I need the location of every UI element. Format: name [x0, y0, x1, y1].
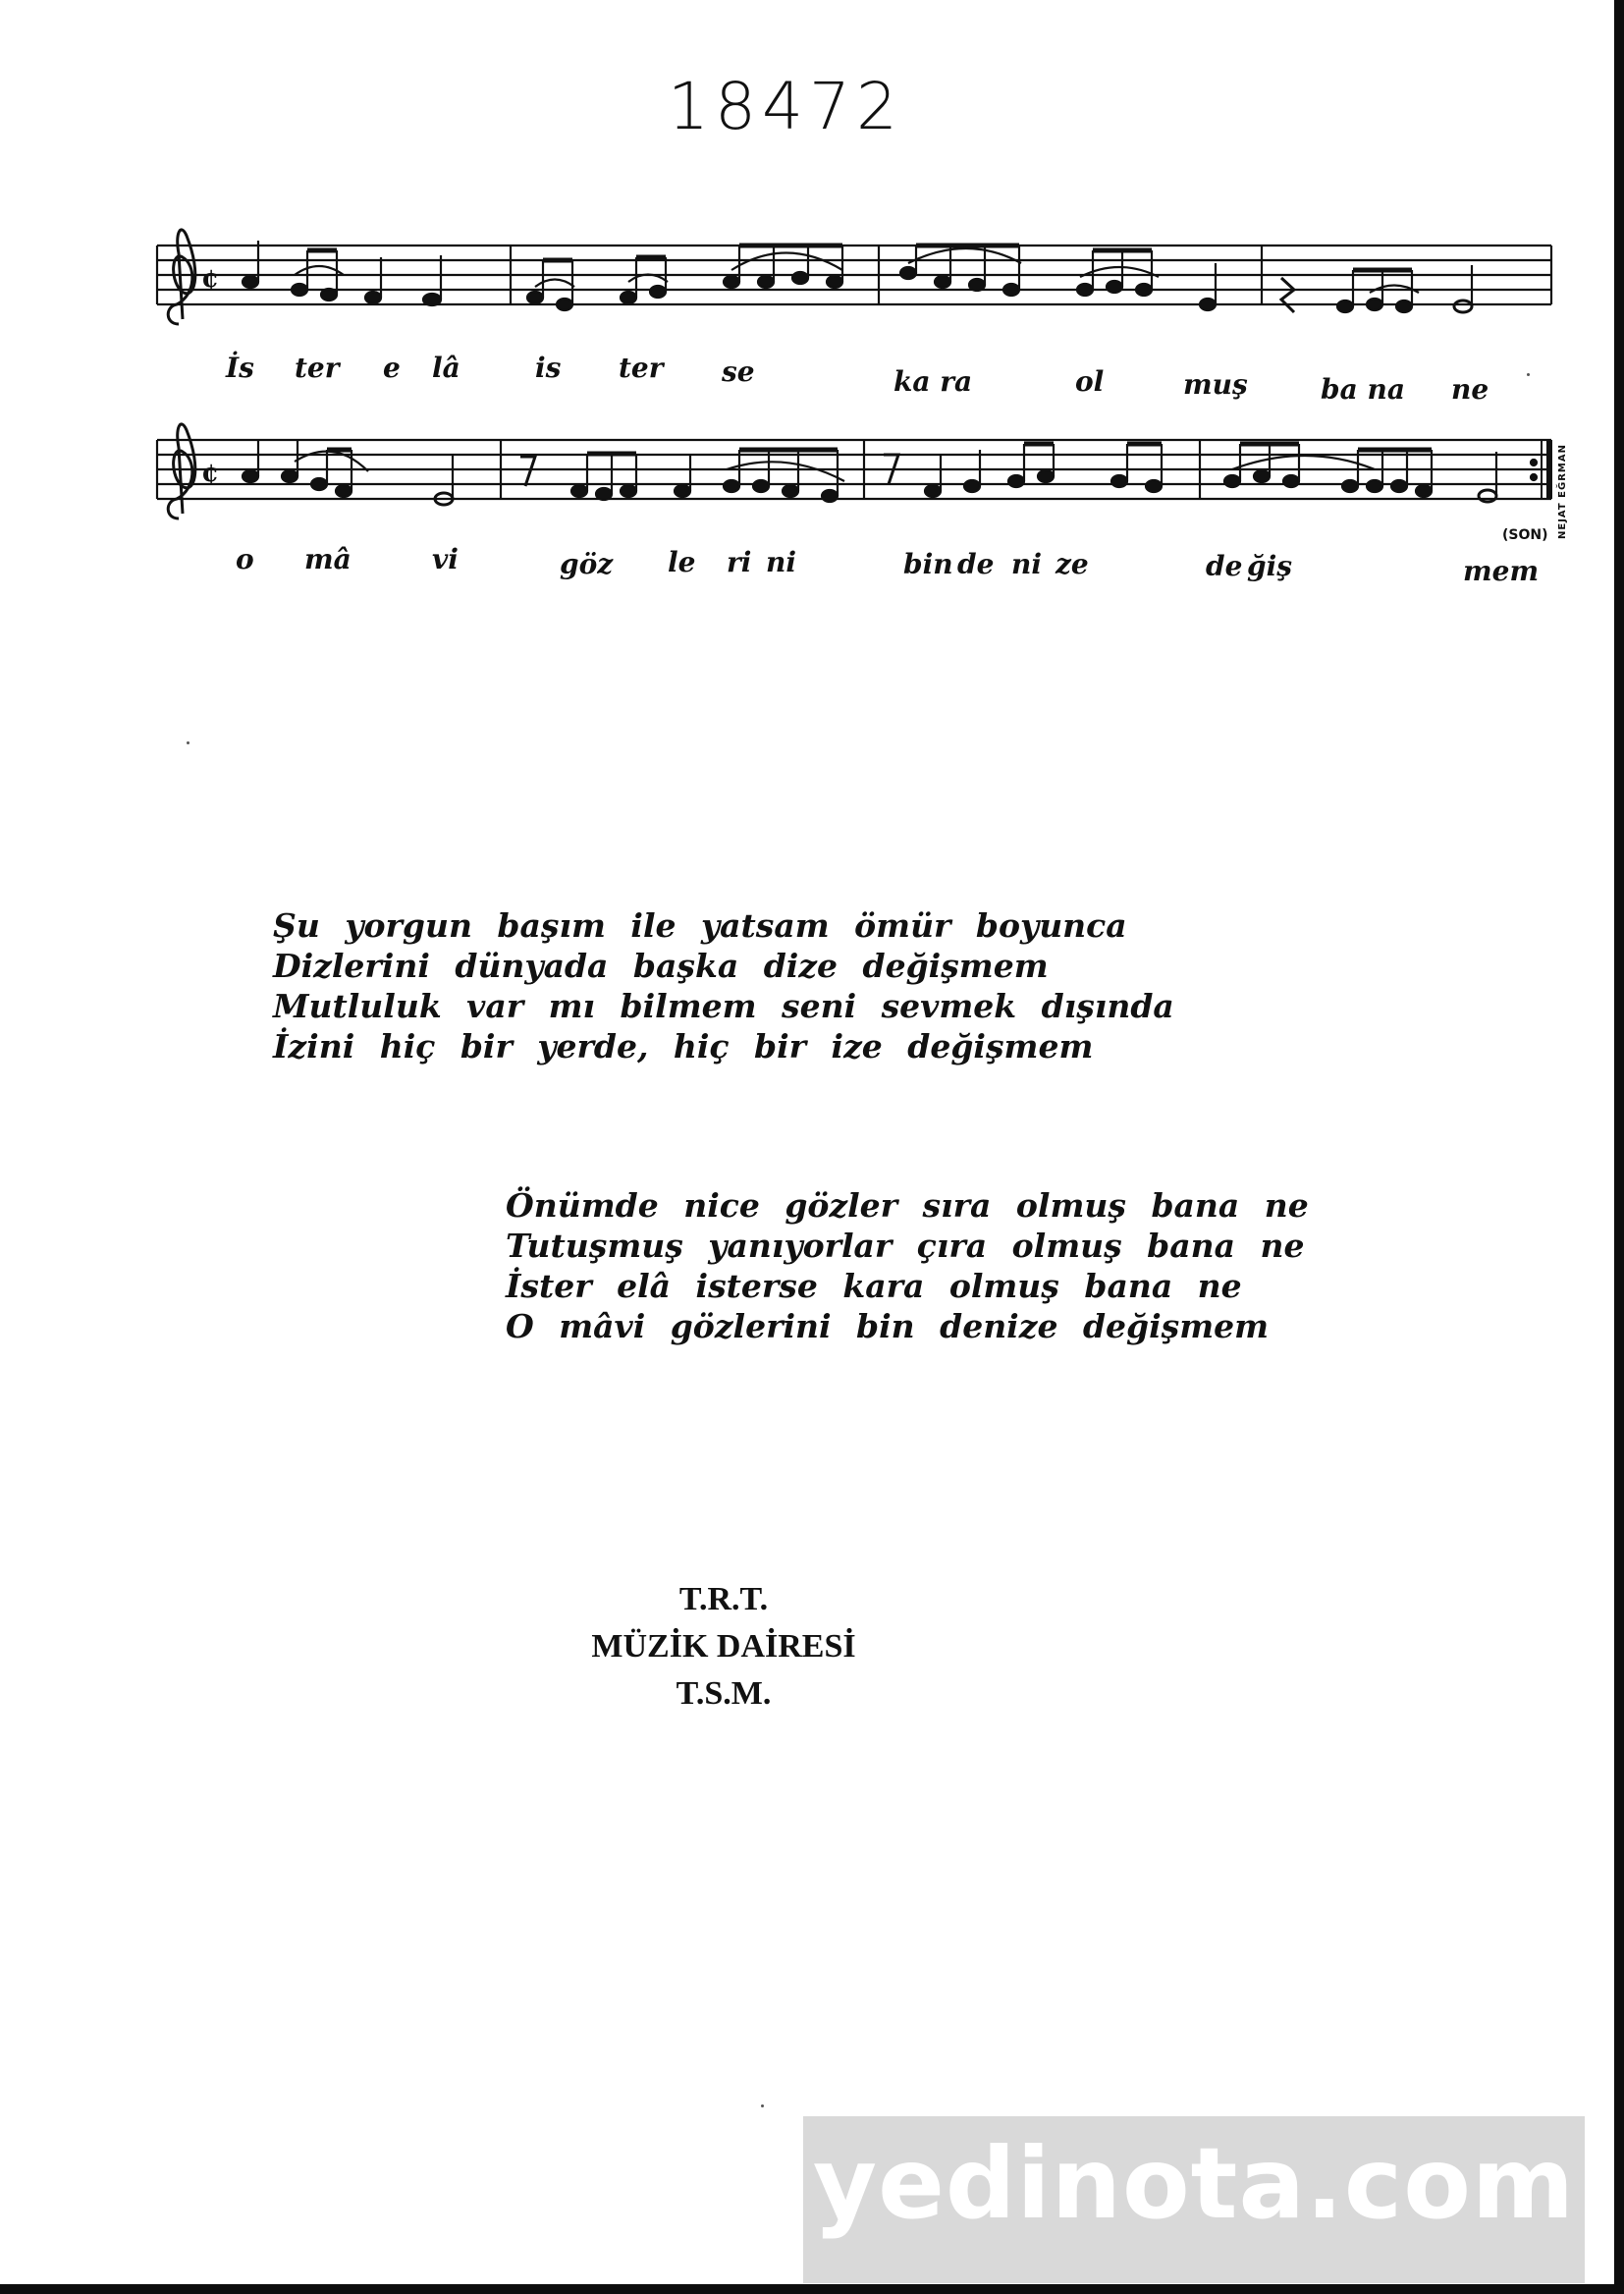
watermark-text: yedinota.com [812, 2126, 1576, 2241]
footer-line: T.R.T. [678, 1581, 769, 1617]
stanza-line: Şu yorgun başım ile yatsam ömür boyunca [273, 906, 1127, 945]
time-signature-2: ¢ [201, 459, 220, 488]
lyric-syllable: lâ [432, 352, 460, 384]
lyric-syllable: İs [226, 352, 254, 384]
lyric-syllable: ter [619, 352, 664, 384]
stanza-line: Mutluluk var mı bilmem seni sevmek dışında [273, 987, 1174, 1025]
stanza-line: Önümde nice gözler sıra olmuş bana ne [506, 1186, 1309, 1225]
lyric-syllable: göz [560, 548, 614, 580]
lyric-syllable: ze [1056, 548, 1089, 580]
lyric-syllable: ni [1011, 548, 1042, 580]
lyric-syllable: de [1206, 550, 1243, 582]
music-score [0, 0, 1624, 628]
lyric-syllable: e [383, 352, 401, 384]
lyric-syllable: ter [295, 352, 340, 384]
lyric-syllable: ğiş [1247, 550, 1292, 582]
composer-credit: NEJAT EĞRMAN [1557, 444, 1568, 539]
footer-line: MÜZİK DAİRESİ [591, 1628, 856, 1665]
stanza-line: Dizlerini dünyada başka dize değişmem [273, 947, 1049, 985]
lyric-syllable: ri [727, 546, 752, 578]
lyrics-stanza-1 [273, 905, 1174, 1066]
lyric-syllable: ni [766, 546, 796, 578]
publisher-footer [0, 1576, 1624, 1718]
lyric-syllable: vi [432, 543, 459, 575]
lyric-syllable: se [722, 355, 755, 388]
time-signature: ¢ [201, 264, 220, 294]
lyrics-stanza-2 [506, 1185, 1309, 1346]
stanza-line: İzini hiç bir yerde, hiç bir ize değişmem [273, 1027, 1094, 1065]
lyric-syllable: muş [1183, 368, 1248, 401]
lyric-syllable: mem [1463, 555, 1540, 587]
scan-border-bottom [0, 2284, 1624, 2294]
stanza-line: İster elâ isterse kara olmuş bana ne [506, 1267, 1242, 1305]
lyric-syllable: o [236, 543, 254, 575]
scan-speck [761, 2104, 764, 2107]
scan-speck [1527, 373, 1530, 376]
lyric-syllable: ka ra [893, 365, 973, 398]
notes-line-2 [243, 440, 1537, 505]
scan-speck [187, 741, 189, 744]
footer-line: T.S.M. [676, 1675, 772, 1712]
watermark-box [803, 2116, 1585, 2283]
lyric-syllable: de [957, 548, 995, 580]
treble-clef-icon-2 [168, 424, 195, 519]
handwritten-page-number: 18472 [668, 69, 903, 144]
lyric-syllable: ba na [1321, 373, 1405, 406]
lyric-syllable: ol [1075, 365, 1105, 398]
end-mark: (SON) [1502, 527, 1548, 543]
notes-line-1 [243, 241, 1472, 312]
lyric-syllable: le [668, 546, 696, 578]
lyric-syllable: ne [1451, 373, 1489, 406]
lyric-syllable: mâ [304, 543, 352, 575]
lyric-syllable: bin [903, 548, 953, 580]
treble-clef-icon [168, 230, 195, 324]
lyric-syllable: is [535, 352, 562, 384]
stanza-line: Tutuşmuş yanıyorlar çıra olmuş bana ne [506, 1227, 1305, 1265]
stanza-line: O mâvi gözlerini bin denize değişmem [506, 1307, 1270, 1345]
